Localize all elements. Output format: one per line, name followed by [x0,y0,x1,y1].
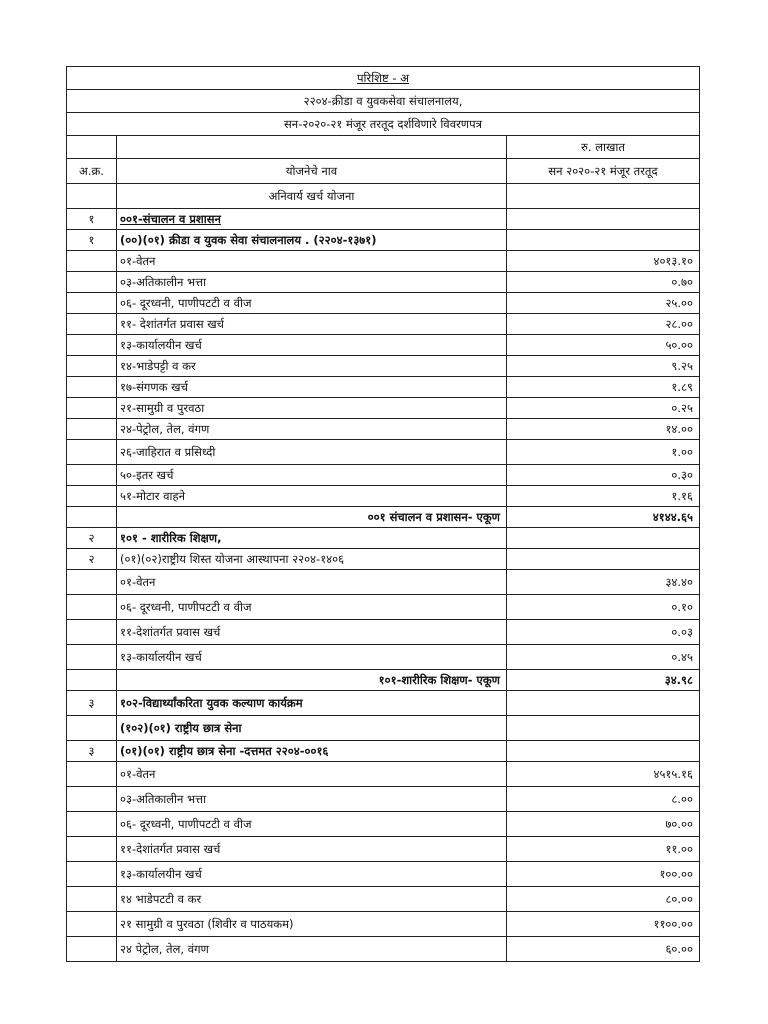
row-name-cell [117,837,507,862]
table-row [67,507,700,528]
row-name-cell [117,787,507,812]
row-name-cell [117,314,507,335]
row-sr-cell [67,595,117,620]
table-row [67,398,700,419]
row-name-text: ०६- दूरध्वनी, पाणीपटटी व वीज [120,600,252,614]
row-name-cell [117,762,507,787]
table-row [67,716,700,741]
row-amount-cell: ०.१० [507,595,700,620]
row-amount-cell: ८०.०० [507,887,700,912]
row-name-cell [117,486,507,507]
table-row [67,595,700,620]
row-amount-cell: ८.०० [507,787,700,812]
row-sr-cell [67,314,117,335]
row-sr-cell [67,762,117,787]
row-sr-cell [67,465,117,486]
header-sr: अ.क्र. [67,159,117,184]
row-name-text: १०२-विद्यार्थ्यांकरिता युवक कल्याण कार्यक्रम [120,696,303,710]
row-name-text: ०३-अतिकालीन भत्ता [120,275,207,289]
row-amount-cell [507,716,700,741]
row-name-cell [117,645,507,670]
row-name-text: ००१ संचालन व प्रशासन- एकूण [367,510,500,524]
table-row [67,670,700,691]
row-total-amount: ४१४४.६५ [507,507,700,528]
row-name-text: १७-संगणक खर्च [120,380,188,394]
unit-label: रु. लाखात [507,136,700,159]
table-row [67,645,700,670]
row-name-text: १०१-शारीरिक शिक्षण- एकूण [378,673,500,687]
document-title: परिशिष्ट - अ [357,71,409,85]
table-row [67,937,700,962]
row-name-text: १४-भाडेपट्टी व कर [120,359,196,373]
row-name-text: ११- देशांतर्गत प्रवास खर्च [120,317,224,331]
row-name-cell [117,251,507,272]
row-sr-cell: १ [67,209,117,230]
table-row [67,314,700,335]
row-sr-cell [67,507,117,528]
subtitle-row-1 [67,90,700,113]
row-sr-cell [67,272,117,293]
budget-table [66,66,700,962]
row-amount-cell: ३४.४० [507,570,700,595]
document-subtitle-1: २२०४-क्रीडा व युवकसेवा संचालनालय, [67,90,700,113]
row-name-text: ०१-वेतन [120,254,156,268]
section-heading-row [67,184,700,209]
row-amount-cell: ४०१३.१० [507,251,700,272]
row-amount-cell: ०.०३ [507,620,700,645]
row-sr-cell: २ [67,528,117,549]
row-name-text: २४ पेट्रोल, तेल, वंगण [120,942,209,956]
row-sr-cell [67,787,117,812]
row-name-text: ०६- दूरध्वनी, पाणीपटटी व वीज [120,817,252,831]
row-sr-cell: १ [67,230,117,251]
row-name-cell [117,440,507,465]
row-sr-cell [67,377,117,398]
row-sr-cell [67,716,117,741]
row-name-cell [117,570,507,595]
row-name-text: ०१-वेतन [120,575,156,589]
table-row [67,837,700,862]
row-name-cell [117,419,507,440]
table-row [67,230,700,251]
row-amount-cell: ५०.०० [507,335,700,356]
row-name-cell [117,377,507,398]
row-name-text: ११-देशांतर्गत प्रवास खर्च [120,625,221,639]
table-row [67,486,700,507]
row-total-label [117,670,507,691]
table-row [67,812,700,837]
row-sr-cell [67,293,117,314]
table-row [67,620,700,645]
row-name-cell [117,293,507,314]
row-amount-cell: ०.३० [507,465,700,486]
row-name-text: २६-जाहिरात व प्रसिध्दी [120,445,216,459]
row-name-text: ५०-इतर खर्च [120,468,174,482]
row-sr-cell [67,398,117,419]
row-name-text: (००)(०१) क्रीडा व युवक सेवा संचालनालय . (२२०४-१३७१) [120,233,377,247]
row-name-text: ५१-मोटार वाहने [120,489,185,503]
section-heading: अनिवार्य खर्च योजना [117,184,507,209]
table-row [67,787,700,812]
row-amount-cell: ६०.०० [507,937,700,962]
row-amount-cell: १.८९ [507,377,700,398]
row-amount-cell: ०.७० [507,272,700,293]
title-row [67,67,700,90]
row-name-cell [117,209,507,230]
row-amount-cell [507,549,700,570]
row-amount-cell: ११.०० [507,837,700,862]
row-sr-cell [67,912,117,937]
row-name-text: १३-कार्यालयीन खर्च [120,650,202,664]
row-sr-cell [67,251,117,272]
row-amount-cell: १००.०० [507,862,700,887]
row-name-text: (०१)(०२)राष्ट्रीय शिस्त योजना आस्थापना २२०४-१४०६ [120,552,345,566]
row-name-cell [117,937,507,962]
row-name-text: ०३-अतिकालीन भत्ता [120,792,207,806]
row-amount-cell: १.१६ [507,486,700,507]
table-row [67,528,700,549]
row-amount-cell: २८.०० [507,314,700,335]
row-name-cell [117,549,507,570]
row-amount-cell [507,528,700,549]
row-amount-cell [507,230,700,251]
row-sr-cell [67,812,117,837]
row-name-text: २४-पेट्रोल, तेल, वंगण [120,422,210,436]
row-name-text: १४ भाडेपटटी व कर [120,892,202,906]
row-sr-cell: ३ [67,741,117,762]
row-name-cell [117,230,507,251]
table-row [67,762,700,787]
row-sr-cell [67,670,117,691]
table-row [67,570,700,595]
row-amount-cell: २५.०० [507,293,700,314]
row-name-text: १३-कार्यालयीन खर्च [120,867,202,881]
table-row [67,549,700,570]
row-name-cell [117,862,507,887]
row-amount-cell [507,209,700,230]
table-row [67,356,700,377]
row-name-text: २१-सामुग्री व पुरवठा [120,401,205,415]
row-name-cell [117,335,507,356]
unit-row [67,136,700,159]
header-row [67,159,700,184]
row-amount-cell: ४५१५.१६ [507,762,700,787]
subtitle-row-2 [67,113,700,136]
header-amount: सन २०२०-२१ मंजूर तरतूद [507,159,700,184]
row-name-text: (१०२)(०१) राष्ट्रीय छात्र सेना [120,721,242,735]
row-name-cell [117,595,507,620]
table-row [67,912,700,937]
table-row [67,251,700,272]
row-name-cell [117,741,507,762]
row-amount-cell: १४.०० [507,419,700,440]
row-sr-cell: २ [67,549,117,570]
row-amount-cell: १.०० [507,440,700,465]
row-name-text: १३-कार्यालयीन खर्च [120,338,202,352]
row-name-cell [117,887,507,912]
row-name-cell [117,620,507,645]
row-total-amount: ३४.९८ [507,670,700,691]
row-name-text: ०६- दूरध्वनी, पाणीपटटी व वीज [120,296,252,310]
row-sr-cell [67,645,117,670]
table-row [67,377,700,398]
row-sr-cell [67,486,117,507]
table-row [67,887,700,912]
row-name-cell [117,716,507,741]
table-row [67,862,700,887]
table-row [67,293,700,314]
row-name-text: ११-देशांतर्गत प्रवास खर्च [120,842,221,856]
row-sr-cell [67,440,117,465]
row-sr-cell [67,937,117,962]
table-row [67,272,700,293]
row-sr-cell [67,419,117,440]
row-name-cell [117,398,507,419]
row-sr-cell [67,356,117,377]
row-name-cell [117,912,507,937]
row-sr-cell [67,837,117,862]
table-row [67,419,700,440]
table-row [67,465,700,486]
row-name-cell [117,272,507,293]
row-sr-cell [67,887,117,912]
row-amount-cell: ९.२५ [507,356,700,377]
table-row [67,691,700,716]
row-name-cell [117,356,507,377]
table-row [67,209,700,230]
header-name: योजनेचे नाव [117,159,507,184]
row-name-cell [117,465,507,486]
row-total-label [117,507,507,528]
row-amount-cell: ०.२५ [507,398,700,419]
row-name-text: २१ सामुग्री व पुरवठा (शिवीर व पाठयकम) [120,917,294,931]
row-name-text: १०१ - शारीरिक शिक्षण, [120,531,222,545]
row-name-cell [117,691,507,716]
row-amount-cell: ०.४५ [507,645,700,670]
row-sr-cell: ३ [67,691,117,716]
table-row [67,741,700,762]
table-row [67,440,700,465]
row-name-text: (०१)(०१) राष्ट्रीय छात्र सेना -दत्तमत २२०४-००१६ [120,744,329,758]
row-name-cell [117,812,507,837]
document-sheet [66,66,699,962]
document-subtitle-2: सन-२०२०-२१ मंजूर तरतूद दर्शविणारे विवरणपत्र [67,113,700,136]
row-sr-cell [67,862,117,887]
row-sr-cell [67,335,117,356]
row-amount-cell: ११००.०० [507,912,700,937]
row-amount-cell [507,691,700,716]
row-name-text: ०१-वेतन [120,767,156,781]
row-amount-cell [507,741,700,762]
row-amount-cell: ७०.०० [507,812,700,837]
row-sr-cell [67,570,117,595]
row-name-text: ००१-संचालन व प्रशासन [120,212,221,226]
row-name-cell [117,528,507,549]
row-sr-cell [67,620,117,645]
table-row [67,335,700,356]
